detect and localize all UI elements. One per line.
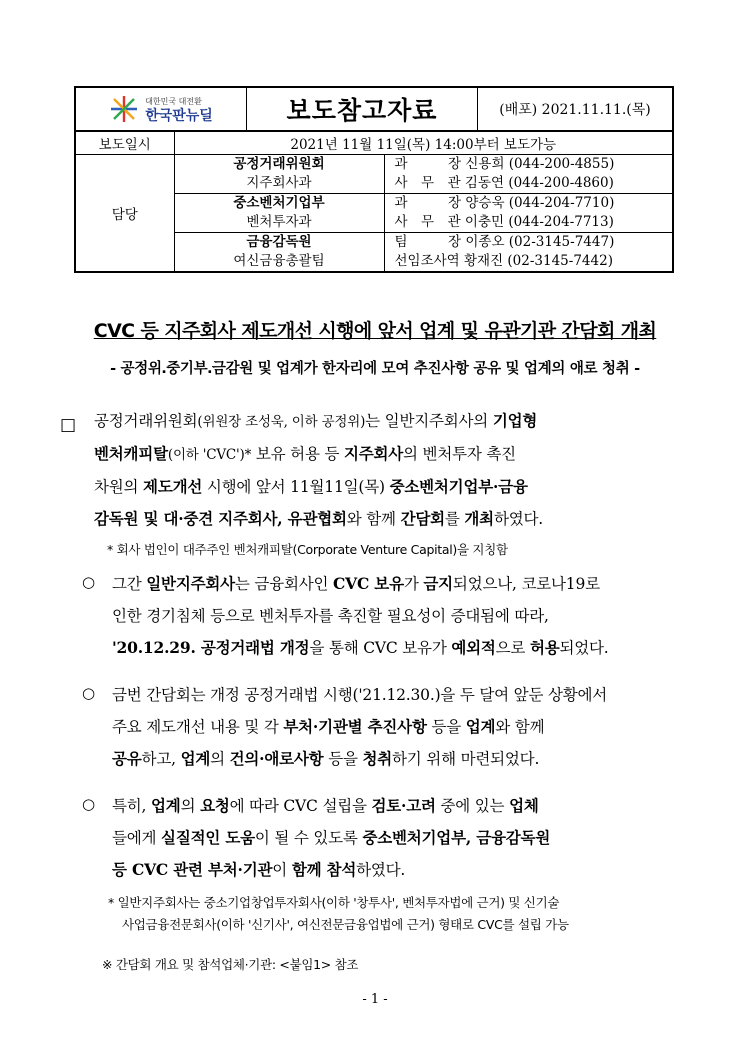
text: 부처·기관별 추진사항 xyxy=(283,717,427,736)
dept-cell xyxy=(174,194,384,233)
text: 는 금융회사인 xyxy=(234,575,334,593)
text: 건의·애로사항 xyxy=(229,749,324,768)
dept-cell xyxy=(174,233,384,273)
text: 에 따라 CVC 설립을 xyxy=(229,797,372,815)
text: 의 xyxy=(180,797,201,815)
text: 이 xyxy=(272,861,292,879)
text: 는 일반지주회사의 xyxy=(365,412,493,430)
contact-label: 담당 xyxy=(75,155,174,273)
text: 들에게 xyxy=(112,829,162,847)
text: 청취 xyxy=(362,749,393,768)
text: 등을 xyxy=(426,718,466,736)
text: 금번 간담회는 개정 공정거래법 시행('21.12.30.)을 두 달여 앞둔 상황에서 xyxy=(112,686,608,704)
header-box xyxy=(74,86,674,130)
text: 중에 있는 xyxy=(435,797,510,815)
text: 실질적인 도움 xyxy=(161,828,255,847)
text: 와 함께 xyxy=(346,510,401,528)
sub-paragraph xyxy=(112,679,692,775)
logo-slogan: 대한민국 대전환 xyxy=(145,97,202,106)
square-bullet: □ xyxy=(60,415,77,435)
logo-name: 한국판뉴딜 xyxy=(145,108,213,124)
text: 업계 xyxy=(465,717,496,736)
text: 시행에 앞서 11월11일(목) xyxy=(202,478,390,496)
text: 그간 xyxy=(112,575,147,593)
text: 중소벤처기업부·금융 xyxy=(389,477,528,496)
text: 으로 xyxy=(495,639,530,657)
text: 인한 경기침체 등으로 벤처투자를 촉진할 필요성이 증대됨에 따라, xyxy=(112,607,549,625)
text: 등을 xyxy=(323,750,363,768)
footnote: 사업금융전문회사(이하 '신기사', 여신전문금융업법에 근거) 형태로 CVC를 설립 가능 xyxy=(122,917,569,932)
text: 간담회 xyxy=(400,509,445,528)
info-table xyxy=(74,130,674,273)
text: (이하 'CVC')* xyxy=(167,447,252,463)
text: CVC 보유 xyxy=(333,574,404,593)
text: 중소벤처기업부, 금융감독원 xyxy=(362,828,551,847)
text: 가 xyxy=(403,575,424,593)
text: 이 될 수 있도록 xyxy=(254,829,363,847)
circle-bullet: ○ xyxy=(82,795,96,813)
contact-line: 과 장 양승욱 (044-204-7710) xyxy=(394,195,615,211)
dept-org: 중소벤처기업부 xyxy=(233,195,325,211)
dept-division: 벤처투자과 xyxy=(246,214,312,230)
text: 와 함께 xyxy=(495,718,545,736)
text: 제도개선 xyxy=(143,477,203,496)
logo xyxy=(76,88,247,130)
doc-title: 보도참고자료 xyxy=(247,88,478,130)
circle-bullet: ○ xyxy=(82,573,96,591)
text: 허용 xyxy=(529,638,560,657)
contact-cell xyxy=(384,233,673,273)
footnote: * 회사 법인이 대주주인 벤처캐피탈(Corporate Venture Capital)을 지칭함 xyxy=(107,542,508,557)
text: 하였다. xyxy=(356,861,406,879)
contact-cell xyxy=(384,155,673,194)
headline: CVC 등 지주회사 제도개선 시행에 앞서 업계 및 유관기관 간담회 개최 xyxy=(93,320,657,342)
reference-note: ※ 간담회 개요 및 참석업체·기관: <붙임1> 참조 xyxy=(102,957,359,972)
text: 일반지주회사 xyxy=(146,574,235,593)
circle-bullet: ○ xyxy=(82,684,96,702)
release-label: 보도일시 xyxy=(75,131,174,155)
text: 의 벤처투자 촉진 xyxy=(403,445,516,463)
text: 업체 xyxy=(509,796,539,815)
text: 를 xyxy=(444,510,465,528)
subheadline: - 공정위․중기부․금감원 및 업계가 한자리에 모여 추진사항 공유 및 업계의 애로 청취 - xyxy=(110,361,640,377)
contact-cell xyxy=(384,194,673,233)
text: 업계 xyxy=(151,796,181,815)
dept-division: 지주회사과 xyxy=(246,175,312,191)
text: 개최 xyxy=(464,509,494,528)
contact-line: 사 무 관 김동연 (044-200-4860) xyxy=(394,175,614,191)
text: 되었다. xyxy=(559,639,609,657)
text: 가 xyxy=(431,639,452,657)
dept-row xyxy=(75,155,673,194)
dept-division: 여신금융총괄팀 xyxy=(233,253,325,269)
text: 되었으나, 코로나19로 xyxy=(452,575,600,593)
release-value: 2021년 11월 11일(목) 14:00부터 보도가능 xyxy=(174,131,673,155)
text: 특히, xyxy=(112,797,152,815)
text: 의 xyxy=(210,750,230,768)
main-paragraph xyxy=(94,405,694,535)
contact-line: 선임조사역 황재진 (02-3145-7442) xyxy=(394,253,613,269)
sub-paragraph xyxy=(112,568,692,664)
release-row xyxy=(75,131,673,155)
dept-org: 금융감독원 xyxy=(246,234,312,250)
distribution-date: (배포) 2021.11.11.(목) xyxy=(499,102,651,118)
text: 예외적 xyxy=(451,638,496,657)
text: 벤처캐피탈 xyxy=(94,444,168,463)
text: 등 CVC 관련 부처·기관 xyxy=(112,860,273,879)
dept-org: 공정거래위원회 xyxy=(233,156,325,172)
text: 차원의 xyxy=(94,478,144,496)
text: 공정거래위원회 xyxy=(94,412,198,430)
dept-cell xyxy=(174,155,384,194)
text: '20.12.29. 공정거래법 개정 xyxy=(112,638,310,657)
text: 검토·고려 xyxy=(371,796,436,815)
text: 기업형 xyxy=(492,411,538,430)
text: 보유 허용 등 xyxy=(251,445,344,463)
text: 금지 xyxy=(423,574,453,593)
footnote: * 일반지주회사는 중소기업창업투자회사(이하 '창투사', 벤처투자법에 근거) 및 신기술 xyxy=(108,895,560,910)
text: 감독원 및 대·중견 지주회사, 유관협회 xyxy=(94,509,347,528)
contact-line: 사 무 관 이충민 (044-204-7713) xyxy=(394,214,614,230)
text: 업계 xyxy=(180,749,211,768)
contact-line: 과 장 신용희 (044-200-4855) xyxy=(394,156,615,172)
text: 하였다. xyxy=(493,510,543,528)
text: 하고, xyxy=(141,750,181,768)
text: 하기 위해 마련되었다. xyxy=(392,750,540,768)
contact-line: 팀 장 이종오 (02-3145-7447) xyxy=(394,234,615,250)
text: 요청 xyxy=(200,796,230,815)
text: 공유 xyxy=(112,749,142,768)
text: 지주회사 xyxy=(343,444,404,463)
text: 주요 제도개선 내용 및 각 xyxy=(112,718,284,736)
page-number: - 1 - xyxy=(362,992,388,1007)
text: 함께 참석 xyxy=(291,860,357,879)
text: 을 통해 CVC 보유 xyxy=(309,639,432,657)
new-deal-logo-icon xyxy=(109,94,139,124)
text: (위원장 조성욱, 이하 공정위) xyxy=(197,414,366,430)
sub-paragraph xyxy=(112,790,692,886)
